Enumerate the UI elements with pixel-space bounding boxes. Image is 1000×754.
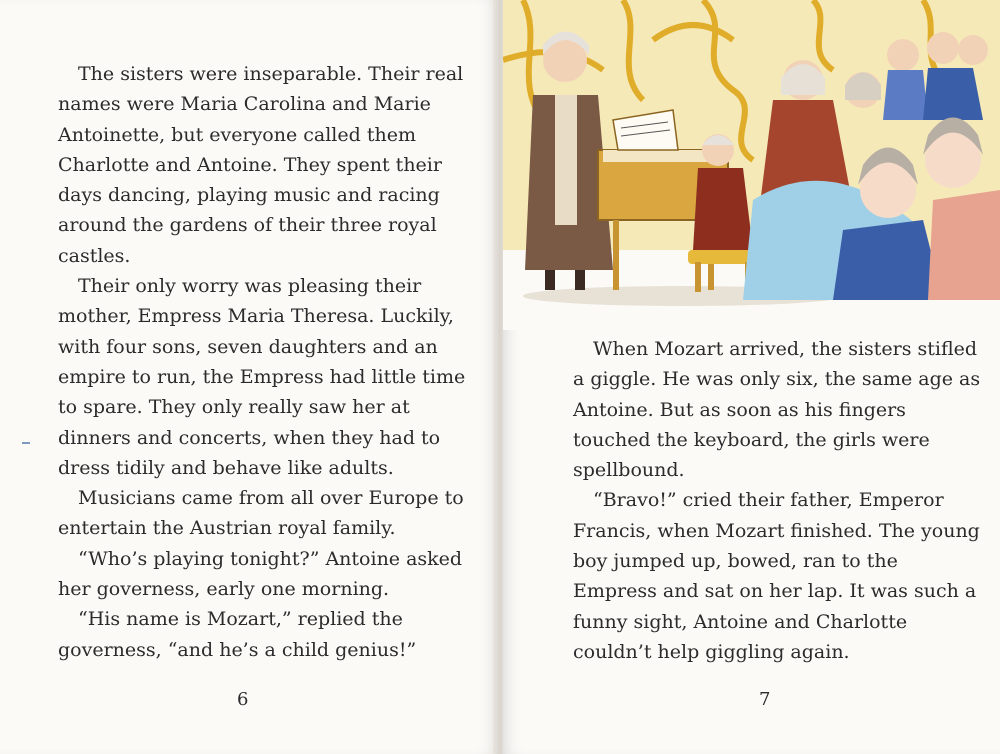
page-number-left: 6 <box>237 689 249 710</box>
paragraph: “His name is Mozart,” replied the governess, “and he’s a child genius!” <box>58 608 417 661</box>
paragraph: Their only worry was pleasing their mother, Empress Maria Theresa. Luckily, with four sons, seven daughters and an empire to run, the Empress had little time to spare. They only really saw her at dinners and concerts, when they had to dress tidily and behave like adults. <box>58 275 466 479</box>
concert-illustration <box>503 0 1000 330</box>
paragraph: The sisters were inseparable. Their real names were Maria Carolina and Marie Antoinette, but everyone called them Charlotte and Antoine. They spent their days dancing, playing music and racing around the gardens of their three royal castles. <box>58 63 464 267</box>
print-speck <box>22 442 30 444</box>
left-page-text <box>58 59 478 665</box>
left-page <box>0 0 497 754</box>
illustration-art <box>503 0 1000 330</box>
page-number-right: 7 <box>759 689 771 710</box>
paragraph: “Who’s playing tonight?” Antoine asked her governess, early one morning. <box>58 547 463 601</box>
right-page-text <box>573 334 983 667</box>
paragraph: When Mozart arrived, the sisters stifled a giggle. He was only six, the same age as Antoine. But as soon as his fingers touched the keyboard, the girls were spellbound. <box>573 338 981 482</box>
paragraph: “Bravo!” cried their father, Emperor Francis, when Mozart finished. The young boy jumped up, bowed, ran to the Empress and sat on her lap. It was such a funny sight, Antoine and Charlotte couldn’t help giggling again. <box>573 489 980 663</box>
paragraph: Musicians came from all over Europe to entertain the Austrian royal family. <box>58 487 464 540</box>
